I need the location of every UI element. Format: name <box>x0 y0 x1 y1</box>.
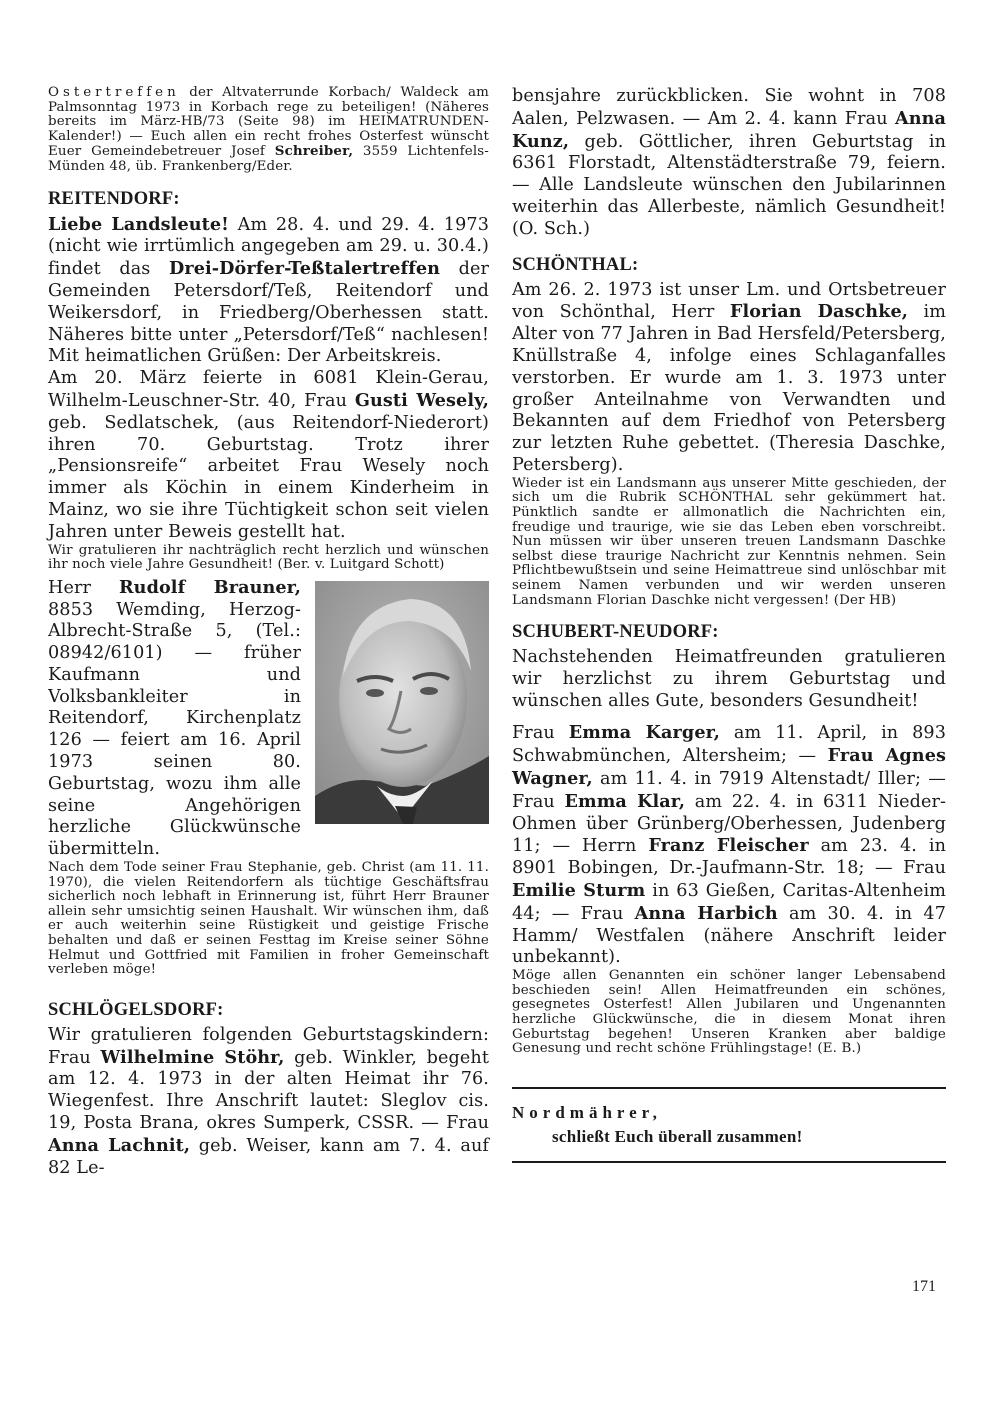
section-heading-schubert-neudorf: SCHUBERT-NEUDORF: <box>512 622 719 643</box>
portrait-photo <box>315 581 489 824</box>
person-name: Franz Fleischer <box>648 835 809 857</box>
text-run: am 11. 4. in 7919 Altenstadt/ Iller; — Frau <box>512 769 946 812</box>
motto-line-2: schließt Euch überall zusammen! <box>552 1126 803 1146</box>
intro-paragraph: Ostertreffen der Altvaterrunde Korbach/ Waldeck am Palmsonntag 1973 in Korbach rege zu beteiligen! (Näheres bereits im März-HB/73 (Seite 98) im HEIMATRUNDEN-Kalender!) — Euch allen ein recht frohes Osterfest wünscht Euer Gemeindebetreuer Josef Schreiber, 3559 Lichtenfels-Münden 48, üb. Frankenberg/Eder. <box>48 85 489 174</box>
text-run: in 63 Gießen, Caritas-Altenheim 44; — Frau <box>512 881 946 924</box>
event-name: Drei-Dörfer-Teßtalertreffen <box>168 258 441 280</box>
reitendorf-paragraph-2: Am 20. März feierte in 6081 Klein-Gerau, Wilhelm-Leuschner-Str. 40, Frau Gusti Wesely, geb. Sedlatschek, (aus Reitendorf-Niederort) ihren 70. Geburtstag. Trotz ihrer „Pensionsreife“ arbeitet Frau Wesely noch immer als Köchin in einem Kinderheim in Mainz, wo sie ihre Tüchtigkeit schon seit vielen Jahren unter Beweis gestellt hat. <box>48 368 489 542</box>
divider-bottom <box>512 1161 946 1163</box>
schubert-neudorf-paragraph-1: Nachstehenden Heimatfreunden gratulieren wir herzlichst zu ihrem Geburtstag und wünschen alles Gute, besonders Gesundheit! <box>512 647 946 711</box>
motto-box <box>512 1087 946 1163</box>
person-name: Emma Klar, <box>564 790 686 812</box>
section-heading-reitendorf: REITENDORF: <box>48 188 180 209</box>
person-name: Florian Daschke, <box>729 301 909 323</box>
person-name: Emma Karger, <box>568 722 720 744</box>
text-run: am 11. April, in 893 Schwabmünchen, Altersheim; — <box>512 723 947 767</box>
brauner-block <box>48 577 489 861</box>
person-name: Rudolf Brauner, <box>118 576 301 598</box>
reitendorf-paragraph-1: Liebe Landsleute! Am 28. 4. und 29. 4. 1973 (nicht wie irrtümlich angegeben am 29. u. 30.4.) findet das Drei-Dörfer-Teßtalertreffen der Gemeinden Petersdorf/Teß, Reitendorf und Weikersdorf, in Friedberg/Oberhessen statt. Näheres bitte unter „Petersdorf/Teß“ nachlesen! Mit heimatlichen Grüßen: Der Arbeitskreis. <box>48 213 489 367</box>
person-name: Anna Kunz, <box>512 107 946 152</box>
schubert-neudorf-paragraph-3: Möge allen Genannten ein schöner langer Lebensabend beschieden sein! Allen Heimatfreunden ein schönes, gesegnetes Osterfest! Allen Jubilaren und Ungenannten herzliche Glückwünsche, die in diesem Monat ihren Geburtstag begehen! Unseren Kranken aber baldige Genesung und recht schöne Frühlingstage! (E. B.) <box>512 968 946 1057</box>
person-name: Gusti Wesely, <box>354 389 489 411</box>
schoenthal-paragraph-1: Am 26. 2. 1973 ist unser Lm. und Ortsbetreuer von Schönthal, Herr Florian Daschke, im Alter von 77 Jahren in Bad Hersfeld/Petersberg, Knüllstraße 4, infolge eines Schlaganfalles verstorben. Er wurde am 1. 3. 1973 unter großer Anteilnahme von Verwandten und Bekannten auf dem Friedhof von Petersberg zur letzten Ruhe gebettet. (Theresia Daschke, Petersberg). <box>512 279 947 475</box>
intro-spaced-lead: Ostertreffen <box>48 85 180 100</box>
brauner-paragraph: Herr Rudolf Brauner, 8853 Wemding, Herzog-Albrecht-Straße 5, (Tel.: 08942/6101) — früher Kaufmann und Volksbankleiter in Reitendorf, Kirchenplatz 126 — feiert am 16. April 1973 seinen 80. Geburtstag, wozu ihm alle seine Angehörigen herzliche Glückwünsche übermitteln. <box>48 576 301 860</box>
person-name: Frau Agnes Wagner, <box>512 745 946 790</box>
schloegelsdorf-paragraph: Wir gratulieren folgenden Geburtstagskindern: Frau Wilhelmine Stöhr, geb. Winkler, begeht am 12. 4. 1973 in der alten Heimat ihr 76. Wiegenfest. Ihre Anschrift lautet: Sleglov cis. 19, Posta Brana, okres Sumperk, CSSR. — Frau Anna Lachnit, geb. Weiser, kann am 7. 4. auf 82 Le- <box>48 1024 489 1178</box>
brauner-small-paragraph: Nach dem Tode seiner Frau Stephanie, geb. Christ (am 11. 11. 1970), die vielen Reitendorfern als tüchtige Geschäftsfrau sicherlich noch lebhaft in Erinnerung ist, führt Herr Brauner allein sehr umsichtig seinen Haushalt. Wir wünschen ihm, daß er auch weiterhin seine Rüstigkeit und geistige Frische behalten und daß er seinen Festtag im Kreise seiner Söhne Helmut und Gottfried mit Familien in froher Gemeinschaft verleben möge! <box>48 860 489 978</box>
motto-line-1: Nordmährer, <box>512 1102 662 1122</box>
right-column <box>512 86 946 1163</box>
continuation-paragraph: bensjahre zurückblicken. Sie wohnt in 708 Aalen, Pelzwasen. — Am 2. 4. kann Frau Anna Kunz, geb. Göttlicher, ihren Geburtstag in 6361 Florstadt, Altenstädterstraße 79, feiern. — Alle Landsleute wünschen den Jubilarinnen weiterhin das Allerbeste, nämlich Gesundheit! (O. Sch.) <box>512 86 946 239</box>
reitendorf-paragraph-3: Wir gratulieren ihr nachträglich recht herzlich und wünschen ihr noch viele Jahre Gesundheit! (Ber. v. Luitgard Schott) <box>48 542 489 573</box>
person-name: Anna Harbich <box>634 902 778 924</box>
page-number: 171 <box>912 1278 936 1295</box>
portrait-image <box>315 581 489 824</box>
person-name: Anna Lachnit, <box>48 1134 191 1156</box>
person-name: Wilhelmine Stöhr, <box>100 1046 285 1068</box>
section-heading-schoenthal: SCHÖNTHAL: <box>512 254 639 275</box>
section-heading-schloegelsdorf: SCHLÖGELSDORF: <box>48 999 224 1020</box>
text-run: Frau <box>512 723 569 744</box>
text-run: am 22. 4. in 6311 Nieder-Ohmen über Grünberg/Oberhessen, Judenberg 11; — Herrn <box>512 791 947 857</box>
person-name: Emilie Sturm <box>512 880 646 902</box>
schubert-neudorf-paragraph-2 <box>512 722 946 969</box>
person-name: Schreiber, <box>274 143 354 160</box>
left-column <box>48 86 489 1179</box>
schoenthal-paragraph-2: Wieder ist ein Landsmann aus unserer Mitte geschieden, der sich um die Rubrik SCHÖNTHAL sehr gekümmert hat. Pünktlich sandte er allmonatlich die Nachrichten ein, freudige und traurige, wie sie das Leben eben vorschreibt. Nun müssen wir über unseren treuen Landsmann Daschke selbst diese traurige Nachricht zur Kenntnis nehmen. Sein Pflichtbewußtsein und seine Heimattreue sind unlöschbar mit seinem Namen verbunden und wir werden unseren Landsmann Florian Daschke nicht vergessen! (Der HB) <box>512 475 946 608</box>
text-run: am 23. 4. in 8901 Bobingen, Dr.-Jaufmann-Str. 18; — Frau <box>512 836 947 879</box>
text-run: am 30. 4. in 47 Hamm/ Westfalen (nähere Anschrift leider unbekannt). <box>512 903 946 968</box>
divider-top <box>512 1087 946 1089</box>
